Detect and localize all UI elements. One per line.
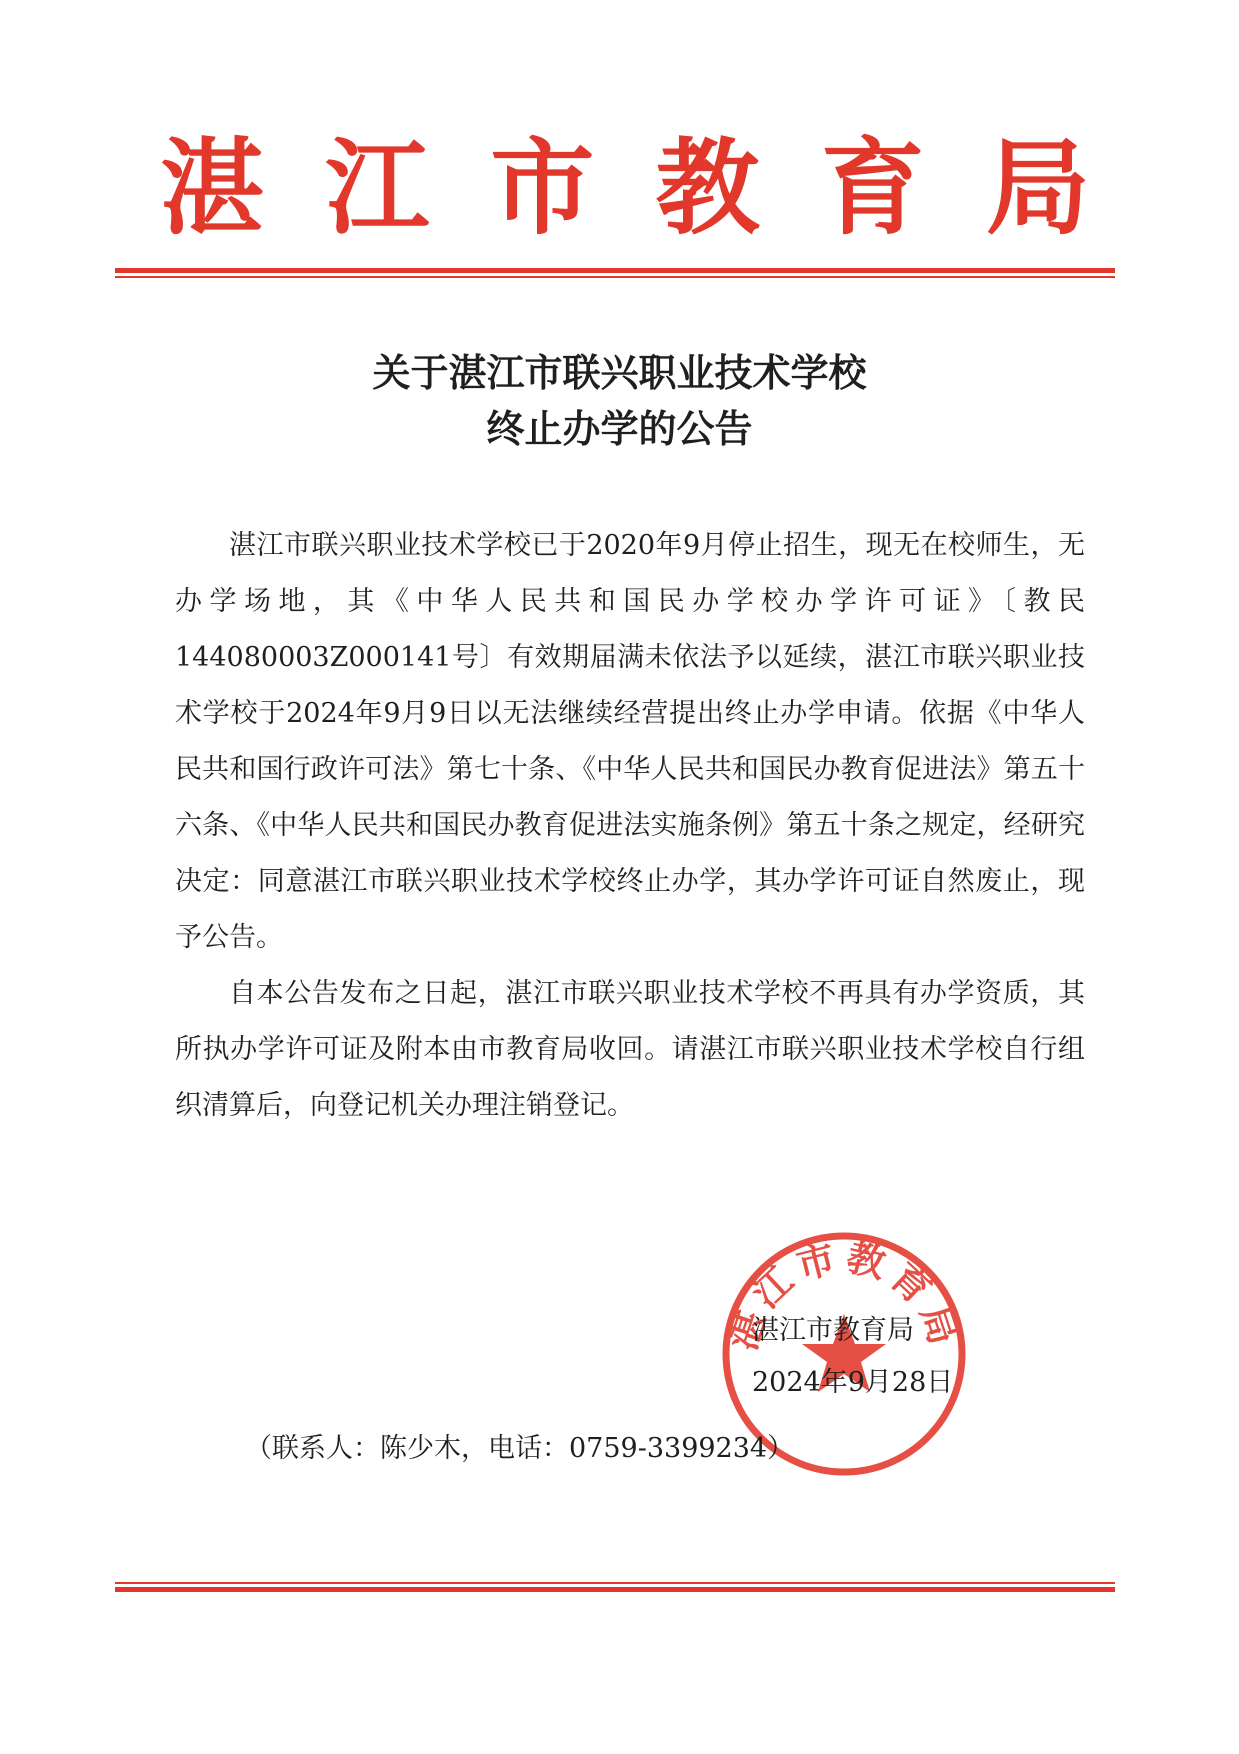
title-line-2: 终止办学的公告 xyxy=(486,406,753,451)
signature-block xyxy=(752,1305,953,1409)
contact-info: （联系人：陈少木，电话：0759-3399234） xyxy=(245,1433,795,1464)
signature-date: 2024年9月28日 xyxy=(752,1367,954,1398)
header-char: 育 xyxy=(820,126,925,249)
header-char: 教 xyxy=(655,126,760,249)
issuing-authority-header xyxy=(160,128,1090,248)
header-char: 湛 xyxy=(160,126,265,249)
body-paragraph-1: 湛江市联兴职业技术学校已于2020年9月停止招生，现无在校师生，无办学场地，其《中华人民共和国民办学校办学许可证》〔教民144080003Z000141号〕有效期届满未依法予以延续，湛江市联兴职业技术学校于2024年9月9日以无法继续经营提出终止办学申请。依据《中华人民共和国行政许可法》第七十条、《中华人民共和国民办教育促进法》第五十六条、《中华人民共和国民办教育促进法实施条例》第五十条之规定，经研究决定：同意湛江市联兴职业技术学校终止办学，其办学许可证自然废止，现予公告。 xyxy=(175,530,1085,953)
body-paragraph-2: 自本公告发布之日起，湛江市联兴职业技术学校不再具有办学资质，其所执办学许可证及附本由市教育局收回。请湛江市联兴职业技术学校自行组织清算后，向登记机关办理注销登记。 xyxy=(175,978,1085,1121)
seal-text: 湛江市教育局 xyxy=(719,1233,969,1356)
header-char: 江 xyxy=(325,126,430,249)
document-title xyxy=(0,345,1239,457)
title-line-1: 关于湛江市联兴职业技术学校 xyxy=(372,350,867,395)
header-divider xyxy=(115,268,1115,278)
header-char: 市 xyxy=(490,126,595,249)
header-char: 局 xyxy=(985,126,1090,249)
document-body xyxy=(175,518,1085,1134)
signature-org: 湛江市教育局 xyxy=(752,1315,914,1346)
footer-divider xyxy=(115,1582,1115,1592)
